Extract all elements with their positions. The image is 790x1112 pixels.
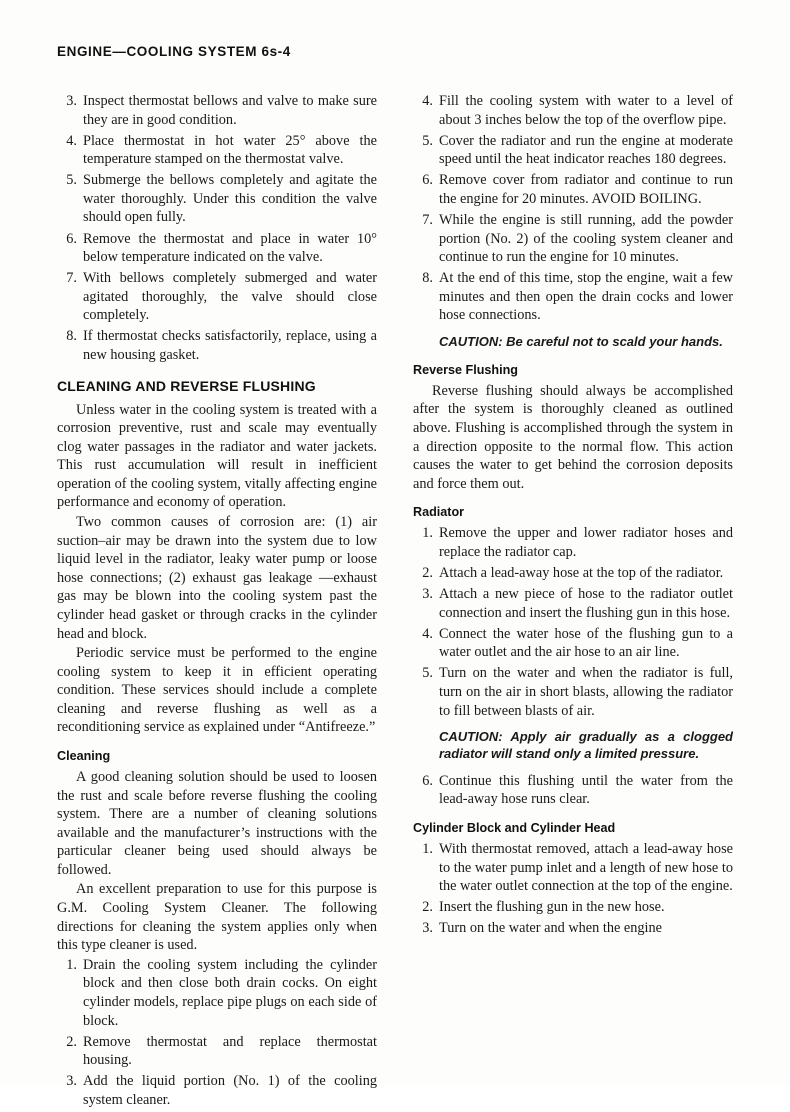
list-item-text: Connect the water hose of the flushing gun to a water outlet and the air hose to an air line. — [439, 625, 733, 661]
paragraph: A good cleaning solution should be used to loosen the rust and scale before reverse flushing the cooling system. There are a number of cleaning solutions available and the manufacturer’s instructions with the particular cleaner being used should always be followed. — [57, 769, 377, 878]
subheading-cleaning: Cleaning — [57, 749, 111, 763]
subheading-cylinder-block-and-head: Cylinder Block and Cylinder Head — [413, 821, 616, 836]
list-item-number: 3. — [66, 1073, 77, 1090]
list-item-number: 3. — [422, 920, 433, 937]
list-item-number: 5. — [422, 132, 433, 149]
right-column — [413, 92, 733, 1112]
subheading-radiator: Radiator — [413, 505, 465, 520]
cleaning-procedure-list-continued — [413, 92, 733, 325]
list-item — [413, 840, 733, 896]
cleaning-procedure-list — [57, 956, 377, 1110]
paragraph: Unless water in the cooling system is treated with a corrosion preventive, rust and scale may eventually clog water passages in the radiator and water jackets. This rust accumulation will result in inefficient operation of the cooling system, vitally affecting engine performance and economy of operation. — [57, 401, 377, 511]
radiator-flushing-list-continued — [413, 772, 733, 809]
list-item-number: 6. — [66, 230, 77, 247]
two-column-body — [0, 92, 790, 1112]
list-item-number: 8. — [66, 328, 77, 345]
list-item-text: Drain the cooling system including the cylinder block and then close both drain cocks. On eight cylinder models, replace pipe plugs on each side of block. — [83, 956, 377, 1029]
thermostat-check-list — [57, 92, 377, 365]
list-item-text: Cover the radiator and run the engine at moderate speed until the heat indicator reaches 180 degrees. — [439, 132, 733, 168]
list-item-text: Fill the cooling system with water to a level of about 3 inches below the top of the overflow pipe. — [439, 93, 733, 128]
list-item-text: Turn on the water and when the radiator is full, turn on the air in short blasts, allowing the radiator to fill between blasts of air. — [439, 665, 733, 719]
list-item-number: 8. — [422, 270, 433, 287]
left-column — [57, 92, 377, 1112]
list-item — [57, 92, 377, 129]
list-item-number: 1. — [422, 525, 433, 542]
list-item-number: 7. — [422, 211, 433, 228]
paragraph: An excellent preparation to use for this purpose is G.M. Cooling System Cleaner. The following directions for cleaning the system applies only when this type cleaner is used. — [57, 881, 377, 954]
list-item — [413, 564, 733, 583]
list-item-text: Attach a lead-away hose at the top of the radiator. — [439, 564, 724, 581]
list-item-text: Place thermostat in hot water 25° above the temperature stamped on the thermostat valve. — [83, 132, 377, 168]
list-item-number: 3. — [422, 586, 433, 603]
list-item-text: At the end of this time, stop the engine, wait a few minutes and then open the drain cocks and lower hose connections. — [439, 270, 733, 324]
list-item-number: 6. — [422, 172, 433, 189]
list-item — [57, 269, 377, 325]
list-item — [413, 898, 733, 917]
list-item-number: 2. — [422, 564, 433, 581]
list-item — [413, 664, 733, 720]
paragraph: Two common causes of corrosion are: (1) air suction–air may be drawn into the system due to low liquid level in the radiator, leaky water pump or loose hose connections; (2) exhaust gas leakage —exhaust gas may be blown into the cooling system past the cylinder head gasket or through cracks in the cylinder head and block. — [57, 514, 377, 642]
list-item-number: 2. — [422, 899, 433, 916]
list-item-number: 5. — [66, 172, 77, 189]
list-item-text: Attach a new piece of hose to the radiator outlet connection and insert the flushing gun in this hose. — [439, 586, 733, 621]
paragraph: Periodic service must be performed to the engine cooling system to keep it in efficient operating condition. These services should include a complete cleaning and reverse flushing as well as a reconditioning service as explained under “Antifreeze.” — [57, 645, 377, 736]
caution-note-scald: CAUTION: Be careful not to scald your hands. — [439, 333, 723, 349]
list-item — [413, 772, 733, 809]
list-item-text: With thermostat removed, attach a lead-away hose to the water pump inlet and a length of new hose to the water outlet connection at the top of the engine. — [439, 841, 733, 895]
list-item-text: Add the liquid portion (No. 1) of the cooling system cleaner. — [83, 1073, 377, 1108]
list-item-number: 6. — [422, 772, 433, 789]
list-item — [413, 171, 733, 208]
page-header: ENGINE—COOLING SYSTEM 6s-4 — [57, 44, 291, 59]
list-item-text: Remove thermostat and replace thermostat housing. — [83, 1033, 377, 1069]
list-item-number: 3. — [66, 93, 77, 109]
list-item-number: 1. — [422, 841, 433, 858]
list-item-number: 5. — [422, 665, 433, 682]
list-item-text: Insert the flushing gun in the new hose. — [439, 899, 665, 916]
caution-note-air-pressure: CAUTION: Apply air gradually as a clogged radiator will stand only a limited pressure. — [439, 729, 733, 761]
list-item — [57, 1033, 377, 1070]
list-item-number: 4. — [66, 132, 77, 149]
list-item-text: Remove the upper and lower radiator hoses and replace the radiator cap. — [439, 525, 733, 560]
list-item — [57, 327, 377, 364]
list-item — [413, 585, 733, 622]
list-item — [413, 919, 733, 938]
list-item-text: Submerge the bellows completely and agitate the water thoroughly. Under this condition the valve should open fully. — [83, 172, 377, 226]
list-item — [57, 1072, 377, 1109]
list-item — [413, 132, 733, 169]
list-item-number: 1. — [66, 956, 77, 973]
list-item-text: Remove cover from radiator and continue to run the engine for 20 minutes. AVOID BOILING. — [439, 172, 733, 207]
list-item — [413, 92, 733, 129]
list-item-number: 4. — [422, 625, 433, 642]
list-item — [413, 211, 733, 267]
paragraph: Reverse flushing should always be accomplished after the system is thoroughly cleaned as outlined above. Flushing is accomplished through the system in a direction opposite to the normal flow. This action causes the water to get behind the corrosion deposits and force them out. — [413, 382, 733, 492]
list-item — [57, 171, 377, 227]
list-item-text: Continue this flushing until the water from the lead-away hose runs clear. — [439, 772, 733, 808]
list-item-text: Turn on the water and when the engine — [439, 920, 663, 937]
list-item — [57, 956, 377, 1030]
list-item-number: 7. — [66, 270, 77, 287]
section-heading-cleaning-and-reverse-flushing: CLEANING AND REVERSE FLUSHING — [57, 377, 316, 394]
list-item — [413, 524, 733, 561]
list-item — [413, 625, 733, 662]
list-item-text: Inspect thermostat bellows and valve to make sure they are in good condition. — [83, 93, 377, 128]
list-item-text: Remove the thermostat and place in water 10° below temperature indicated on the valve. — [83, 230, 377, 266]
cylinder-block-flushing-list — [413, 840, 733, 938]
list-item-number: 2. — [66, 1033, 77, 1050]
list-item — [413, 269, 733, 325]
subheading-reverse-flushing: Reverse Flushing — [413, 362, 518, 377]
list-item — [57, 132, 377, 169]
list-item-text: With bellows completely submerged and water agitated thoroughly, the valve should close completely. — [83, 270, 377, 324]
list-item-number: 4. — [422, 93, 433, 109]
list-item — [57, 230, 377, 267]
list-item-text: While the engine is still running, add the powder portion (No. 2) of the cooling system cleaner and continue to run the engine for 10 minutes. — [439, 211, 733, 266]
radiator-flushing-list — [413, 524, 733, 720]
list-item-text: If thermostat checks satisfactorily, replace, using a new housing gasket. — [83, 328, 377, 364]
